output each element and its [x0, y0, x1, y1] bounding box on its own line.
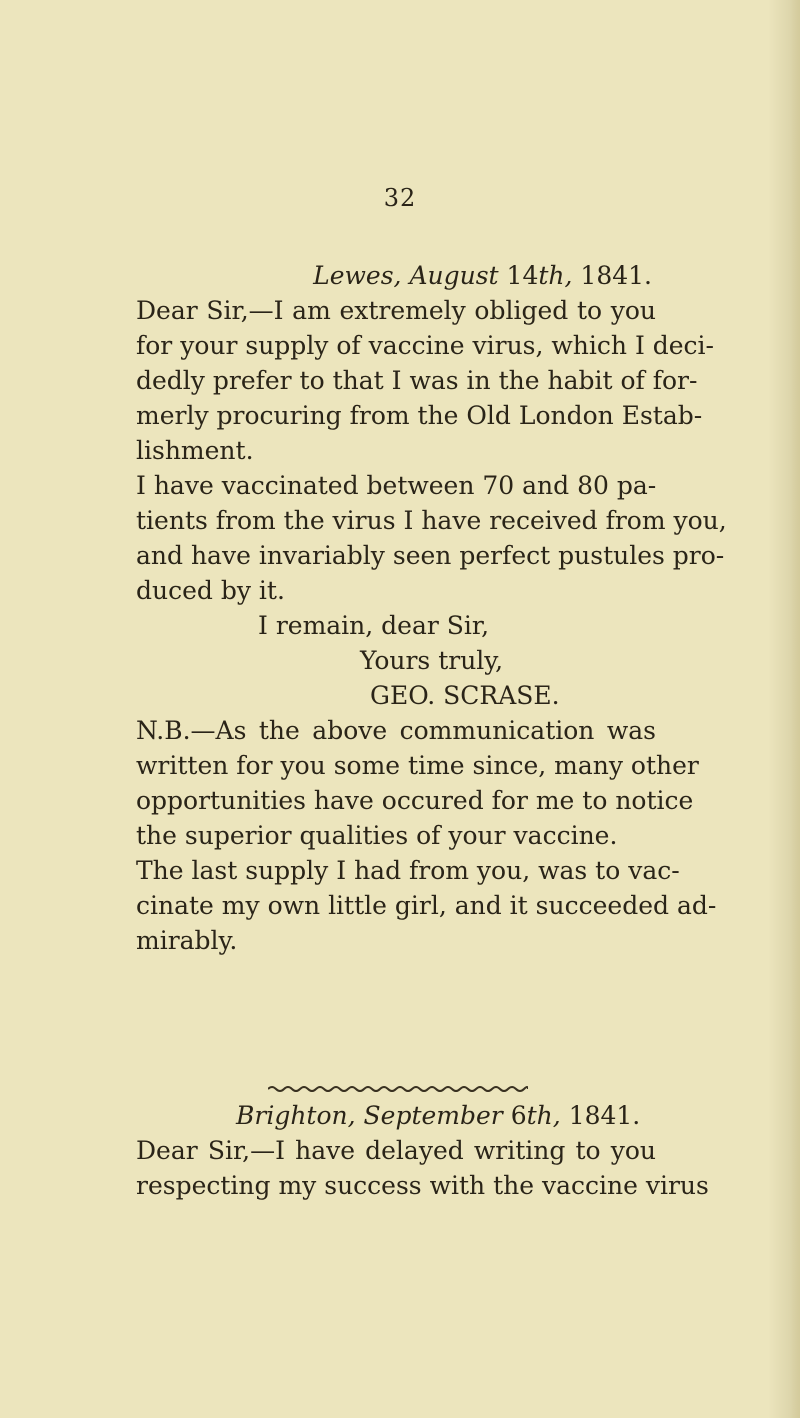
page-edge-shadow: [790, 0, 800, 1418]
letter-brighton: [136, 1098, 709, 1203]
letter-lewes: [136, 258, 727, 958]
dateline-day: 14: [506, 261, 539, 290]
dateline-year: 1841.: [568, 1101, 641, 1130]
dateline-place: Lewes,: [313, 261, 402, 290]
nb-line: mirably.: [136, 926, 238, 955]
nb-line: cinate my own little girl, and it succeeded ad-: [136, 891, 717, 920]
dateline-month: September: [363, 1101, 503, 1130]
dateline-place: Brighton,: [236, 1101, 356, 1130]
closing-remain: I remain, dear Sir,: [258, 611, 490, 640]
letter-line: and have invariably seen perfect pustules pro-: [136, 541, 725, 570]
dateline-month: August: [409, 261, 499, 290]
dateline-lewes: [136, 258, 656, 293]
nb-line: opportunities have occured for me to notice: [136, 786, 694, 815]
letter-line: duced by it.: [136, 576, 285, 605]
nb-line: N.B.—As the above communication was: [136, 716, 656, 745]
dateline-day-suffix: th,: [538, 261, 573, 290]
letter-line: merly procuring from the Old London Estab-: [136, 401, 703, 430]
letter-line: Dear Sir,—I have delayed writing to you: [136, 1136, 656, 1165]
dateline-year: 1841.: [580, 261, 652, 290]
letter-line: Dear Sir,—I am extremely obliged to you: [136, 296, 656, 325]
dateline-day: 6: [510, 1101, 527, 1130]
letter-line: respecting my success with the vaccine virus: [136, 1171, 709, 1200]
nb-line: written for you some time since, many other: [136, 751, 699, 780]
letter-line: tients from the virus I have received from you,: [136, 506, 727, 535]
page-number: 32: [383, 184, 417, 212]
letter-line: for your supply of vaccine virus, which I deci-: [136, 331, 715, 360]
signature-scrase: GEO. SCRASE.: [370, 681, 560, 710]
dateline-day-suffix: th,: [526, 1101, 561, 1130]
wavy-divider: [268, 1084, 528, 1094]
nb-line: the superior qualities of your vaccine.: [136, 821, 618, 850]
closing-yours: Yours truly,: [360, 646, 504, 675]
nb-line: The last supply I had from you, was to vac-: [136, 856, 680, 885]
dateline-brighton: [136, 1098, 656, 1133]
letter-line: dedly prefer to that I was in the habit of for-: [136, 366, 698, 395]
letter-line: I have vaccinated between 70 and 80 pa-: [136, 471, 657, 500]
letter-line: lishment.: [136, 436, 254, 465]
